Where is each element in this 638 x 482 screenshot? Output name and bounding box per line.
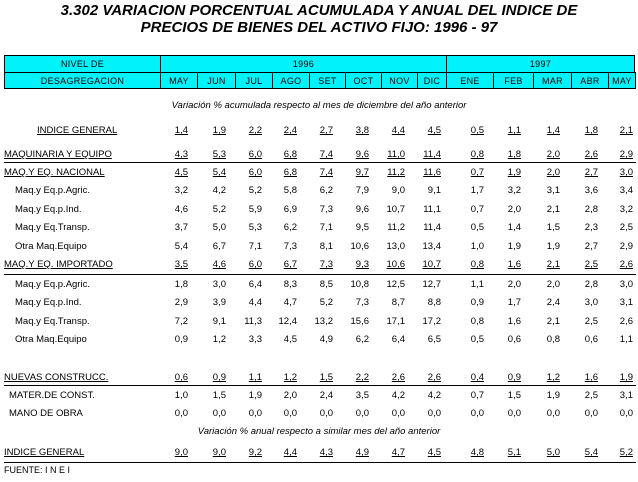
row-value: 4,5	[427, 447, 441, 458]
row-value: 2,2	[248, 125, 262, 136]
title-line-2: PRECIOS DE BIENES DEL ACTIVO FIJO: 1996 - 97	[140, 19, 498, 36]
row-value: 6,0	[248, 167, 262, 178]
row-value: 0,9	[212, 372, 226, 383]
row-value: 0,5	[470, 334, 484, 345]
row-value: 2,5	[584, 259, 598, 270]
row-value: 2,5	[584, 316, 598, 327]
row-value: 13,2	[314, 316, 333, 327]
row-value: 0,4	[470, 372, 484, 383]
row-value: 8,3	[283, 279, 297, 290]
row-value: 6,0	[248, 259, 262, 270]
row-value: 9,0	[391, 185, 405, 196]
row-value: 1,9	[507, 241, 521, 252]
row-value: 5,2	[319, 297, 333, 308]
row-value: 3,0	[619, 167, 633, 178]
row-value: 12,5	[386, 279, 405, 290]
row-value: 2,9	[174, 297, 188, 308]
row-value: 0,0	[619, 408, 633, 419]
row-value: 7,3	[319, 259, 333, 270]
row-value: 4,6	[212, 259, 226, 270]
table-row	[0, 256, 638, 274]
row-value: 5,2	[619, 447, 633, 458]
separator-line	[4, 462, 636, 463]
row-value: 3,9	[212, 297, 226, 308]
row-value: 6,2	[319, 185, 333, 196]
header-month-6: NOV	[381, 72, 418, 89]
row-value: 9,7	[355, 167, 369, 178]
row-label: Maq.y Eq.Transp.	[15, 222, 90, 233]
row-value: 5,4	[212, 167, 226, 178]
row-value: 0,0	[507, 408, 521, 419]
row-value: 3,5	[355, 390, 369, 401]
row-value: 2,6	[391, 372, 405, 383]
header-month-5: OCT	[345, 72, 382, 89]
table-row	[0, 238, 638, 256]
row-value: 7,4	[319, 149, 333, 160]
row-value: 1,7	[507, 297, 521, 308]
row-value: 8,5	[319, 279, 333, 290]
row-label: INDICE GENERAL	[37, 125, 118, 136]
row-value: 0,0	[584, 408, 598, 419]
row-value: 9,0	[212, 447, 226, 458]
row-value: 10,7	[386, 204, 405, 215]
row-value: 6,5	[427, 334, 441, 345]
row-label: MANO DE OBRA	[9, 408, 83, 419]
row-value: 2,4	[283, 125, 297, 136]
row-value: 2,0	[546, 279, 560, 290]
row-label: Otra Maq.Equipo	[15, 241, 87, 252]
row-value: 4,3	[174, 149, 188, 160]
row-value: 13,0	[386, 241, 405, 252]
header-month-4: SET	[309, 72, 346, 89]
row-value: 5,3	[212, 149, 226, 160]
row-value: 3,0	[584, 297, 598, 308]
header-month-8: ENE	[446, 72, 494, 89]
row-value: 2,8	[584, 279, 598, 290]
row-value: 1,9	[546, 390, 560, 401]
row-value: 1,5	[212, 390, 226, 401]
row-value: 6,9	[283, 204, 297, 215]
row-value: 4,4	[248, 297, 262, 308]
table-row	[0, 201, 638, 219]
row-value: 7,3	[319, 204, 333, 215]
row-value: 12,7	[422, 279, 441, 290]
row-value: 17,1	[386, 316, 405, 327]
row-label: MATER.DE CONST.	[9, 390, 95, 401]
row-value: 0,9	[507, 372, 521, 383]
row-label: MAQ.Y EQ. IMPORTADO	[4, 259, 113, 270]
row-value: 4,5	[427, 125, 441, 136]
row-label: Maq.y Eq.p.Ind.	[15, 204, 82, 215]
row-value: 5,4	[174, 241, 188, 252]
row-value: 0,9	[174, 334, 188, 345]
row-value: 5,0	[546, 447, 560, 458]
row-value: 6,4	[391, 334, 405, 345]
header-month-0: MAY	[160, 72, 198, 89]
table-row	[0, 313, 638, 331]
header-month-2: JUL	[235, 72, 273, 89]
table-row	[0, 387, 638, 405]
row-value: 10,7	[422, 259, 441, 270]
row-value: 0,5	[470, 125, 484, 136]
row-value: 0,0	[470, 408, 484, 419]
row-label: Maq.y Eq.Transp.	[15, 316, 90, 327]
row-value: 3,7	[174, 222, 188, 233]
footer-source: FUENTE: I N E I	[4, 465, 71, 475]
header-month-11: ABR	[571, 72, 609, 89]
row-value: 13,4	[422, 241, 441, 252]
row-value: 1,2	[212, 334, 226, 345]
row-value: 3,4	[619, 185, 633, 196]
row-value: 4,9	[355, 447, 369, 458]
row-value: 1,0	[174, 390, 188, 401]
title-line-1: 3.302 VARIACION PORCENTUAL ACUMULADA Y ANUAL DEL INDICE DE	[60, 2, 578, 19]
row-value: 4,6	[174, 204, 188, 215]
row-value: 2,7	[319, 125, 333, 136]
row-value: 3,2	[507, 185, 521, 196]
row-value: 9,6	[355, 149, 369, 160]
row-value: 4,2	[212, 185, 226, 196]
row-value: 2,5	[619, 222, 633, 233]
row-value: 0,8	[470, 316, 484, 327]
row-label: Maq.y Eq.p.Agric.	[15, 279, 90, 290]
row-value: 2,1	[619, 125, 633, 136]
row-value: 10,6	[386, 259, 405, 270]
row-value: 1,9	[212, 125, 226, 136]
header-nivel: NIVEL DE	[4, 55, 161, 73]
row-value: 2,7	[584, 241, 598, 252]
row-value: 1,1	[507, 125, 521, 136]
row-value: 4,9	[319, 334, 333, 345]
row-value: 1,8	[584, 125, 598, 136]
row-value: 3,6	[584, 185, 598, 196]
row-value: 1,4	[546, 125, 560, 136]
row-value: 12,4	[278, 316, 297, 327]
row-value: 6,7	[283, 259, 297, 270]
row-value: 6,8	[283, 149, 297, 160]
row-value: 1,9	[546, 241, 560, 252]
row-value: 1,5	[507, 390, 521, 401]
row-value: 0,8	[546, 334, 560, 345]
row-value: 0,6	[584, 334, 598, 345]
row-value: 8,1	[319, 241, 333, 252]
row-value: 11,3	[244, 316, 262, 327]
row-value: 2,7	[584, 167, 598, 178]
row-label: Maq.y Eq.p.Ind.	[15, 297, 82, 308]
row-value: 1,0	[470, 241, 484, 252]
row-value: 3,1	[546, 185, 560, 196]
header-year-1996: 1996	[160, 55, 447, 73]
row-value: 5,4	[584, 447, 598, 458]
table-row	[0, 164, 638, 182]
row-label: Otra Maq.Equipo	[15, 334, 87, 345]
row-value: 3,3	[248, 334, 262, 345]
row-value: 2,9	[619, 241, 633, 252]
row-label: Maq.y Eq.p.Agric.	[15, 185, 90, 196]
row-value: 1,9	[507, 167, 521, 178]
row-value: 2,6	[619, 316, 633, 327]
separator-line	[4, 162, 636, 163]
row-value: 1,6	[584, 372, 598, 383]
row-value: 2,0	[546, 149, 560, 160]
row-value: 2,0	[507, 279, 521, 290]
row-value: 6,2	[283, 222, 297, 233]
row-value: 2,1	[546, 259, 560, 270]
table-row	[0, 294, 638, 312]
row-value: 2,9	[619, 149, 633, 160]
row-value: 4,8	[470, 447, 484, 458]
row-value: 1,6	[507, 316, 521, 327]
row-value: 2,0	[283, 390, 297, 401]
header-desagregacion: DESAGREGACION	[4, 72, 161, 89]
table-row	[0, 219, 638, 237]
row-value: 3,1	[619, 297, 633, 308]
row-value: 7,4	[319, 167, 333, 178]
row-value: 0,0	[319, 408, 333, 419]
row-value: 0,7	[470, 390, 484, 401]
row-value: 1,5	[546, 222, 560, 233]
row-value: 11,2	[387, 222, 405, 233]
row-value: 11,1	[423, 204, 441, 215]
row-value: 0,0	[248, 408, 262, 419]
row-value: 5,2	[212, 204, 226, 215]
header-month-3: AGO	[272, 72, 310, 89]
row-value: 3,0	[619, 279, 633, 290]
row-value: 2,1	[546, 204, 560, 215]
row-value: 11,2	[387, 167, 405, 178]
row-value: 2,8	[584, 204, 598, 215]
row-value: 6,4	[248, 279, 262, 290]
row-value: 1,9	[619, 372, 633, 383]
row-value: 1,1	[248, 372, 262, 383]
table-row	[0, 182, 638, 200]
row-value: 0,6	[507, 334, 521, 345]
row-value: 2,5	[584, 390, 598, 401]
row-value: 4,7	[283, 297, 297, 308]
row-value: 1,7	[470, 185, 484, 196]
row-value: 2,2	[355, 372, 369, 383]
row-value: 1,8	[507, 149, 521, 160]
row-value: 5,8	[283, 185, 297, 196]
row-value: 3,2	[174, 185, 188, 196]
row-value: 17,2	[422, 316, 441, 327]
row-value: 7,1	[319, 222, 333, 233]
row-value: 1,4	[507, 222, 521, 233]
row-value: 4,7	[391, 447, 405, 458]
row-value: 2,4	[319, 390, 333, 401]
row-value: 11,0	[387, 149, 405, 160]
header-year-1997: 1997	[446, 55, 635, 73]
row-value: 10,8	[350, 279, 369, 290]
row-value: 6,8	[283, 167, 297, 178]
row-value: 7,1	[248, 241, 262, 252]
row-value: 11,6	[423, 167, 441, 178]
row-value: 1,1	[470, 279, 484, 290]
row-value: 8,7	[391, 297, 405, 308]
row-value: 11,4	[423, 149, 441, 160]
row-value: 0,0	[212, 408, 226, 419]
row-value: 0,5	[470, 222, 484, 233]
row-value: 1,2	[546, 372, 560, 383]
row-value: 2,1	[546, 316, 560, 327]
row-value: 15,6	[350, 316, 369, 327]
row-value: 9,2	[248, 447, 262, 458]
header-month-1: JUN	[197, 72, 236, 89]
row-value: 1,6	[507, 259, 521, 270]
row-value: 4,5	[283, 334, 297, 345]
row-value: 5,2	[248, 185, 262, 196]
note-anual: Variación % anual respecto a similar mes del año anterior	[197, 426, 441, 437]
row-value: 2,6	[619, 259, 633, 270]
row-value: 1,1	[619, 334, 633, 345]
row-value: 9,1	[427, 185, 441, 196]
row-value: 1,9	[248, 390, 262, 401]
row-value: 0,0	[427, 408, 441, 419]
row-value: 4,3	[319, 447, 333, 458]
row-value: 2,3	[584, 222, 598, 233]
row-value: 2,4	[546, 297, 560, 308]
row-label: MAQ.Y EQ. NACIONAL	[4, 167, 105, 178]
row-value: 3,1	[619, 390, 633, 401]
row-value: 9,1	[212, 316, 226, 327]
row-value: 3,0	[212, 279, 226, 290]
row-value: 1,4	[174, 125, 188, 136]
row-value: 11,4	[423, 222, 441, 233]
row-value: 6,7	[212, 241, 226, 252]
row-value: 6,0	[248, 149, 262, 160]
row-value: 4,2	[427, 390, 441, 401]
separator-line	[4, 274, 636, 275]
row-value: 7,3	[283, 241, 297, 252]
row-label: MAQUINARIA Y EQUIPO	[4, 149, 112, 160]
row-value: 9,3	[355, 259, 369, 270]
row-value: 5,3	[248, 222, 262, 233]
row-value: 8,8	[427, 297, 441, 308]
row-value: 0,0	[355, 408, 369, 419]
row-value: 7,2	[174, 316, 188, 327]
table-header	[4, 55, 635, 89]
row-value: 0,9	[470, 297, 484, 308]
row-value: 0,6	[174, 372, 188, 383]
row-value: 0,7	[470, 167, 484, 178]
row-value: 1,8	[174, 279, 188, 290]
row-value: 3,8	[355, 125, 369, 136]
row-value: 0,8	[470, 259, 484, 270]
row-value: 5,9	[248, 204, 262, 215]
row-value: 10,6	[350, 241, 369, 252]
row-value: 0,0	[391, 408, 405, 419]
row-value: 0,7	[470, 204, 484, 215]
table-row	[0, 276, 638, 294]
row-value: 2,0	[546, 167, 560, 178]
header-month-12: MAY	[608, 72, 636, 89]
row-value: 4,5	[174, 167, 188, 178]
separator-line	[4, 385, 636, 386]
row-value: 2,6	[427, 372, 441, 383]
table-row	[0, 331, 638, 349]
table-row	[0, 405, 638, 423]
row-value: 5,1	[507, 447, 521, 458]
row-value: 0,0	[283, 408, 297, 419]
row-value: 4,4	[283, 447, 297, 458]
note-acumulada: Variación % acumulada respecto al mes de diciembre del año anterior	[171, 100, 467, 111]
row-value: 9,0	[174, 447, 188, 458]
row-value: 2,0	[507, 204, 521, 215]
row-value: 2,6	[584, 149, 598, 160]
row-label: NUEVAS CONSTRUCC.	[4, 372, 109, 383]
row-value: 3,5	[174, 259, 188, 270]
table-row	[0, 122, 638, 140]
row-value: 0,0	[174, 408, 188, 419]
row-label: INDICE GENERAL	[4, 447, 85, 458]
row-value: 9,5	[355, 222, 369, 233]
row-value: 1,2	[283, 372, 297, 383]
row-value: 5,0	[212, 222, 226, 233]
header-month-7: DIC	[417, 72, 447, 89]
header-month-9: FEB	[493, 72, 534, 89]
header-month-10: MAR	[533, 72, 572, 89]
row-value: 1,5	[319, 372, 333, 383]
row-value: 0,8	[470, 149, 484, 160]
row-value: 6,2	[355, 334, 369, 345]
row-value: 3,2	[619, 204, 633, 215]
table-row	[0, 444, 638, 462]
row-value: 7,9	[355, 185, 369, 196]
row-value: 9,6	[355, 204, 369, 215]
row-value: 0,0	[546, 408, 560, 419]
row-value: 4,4	[391, 125, 405, 136]
row-value: 4,2	[391, 390, 405, 401]
row-value: 7,3	[355, 297, 369, 308]
